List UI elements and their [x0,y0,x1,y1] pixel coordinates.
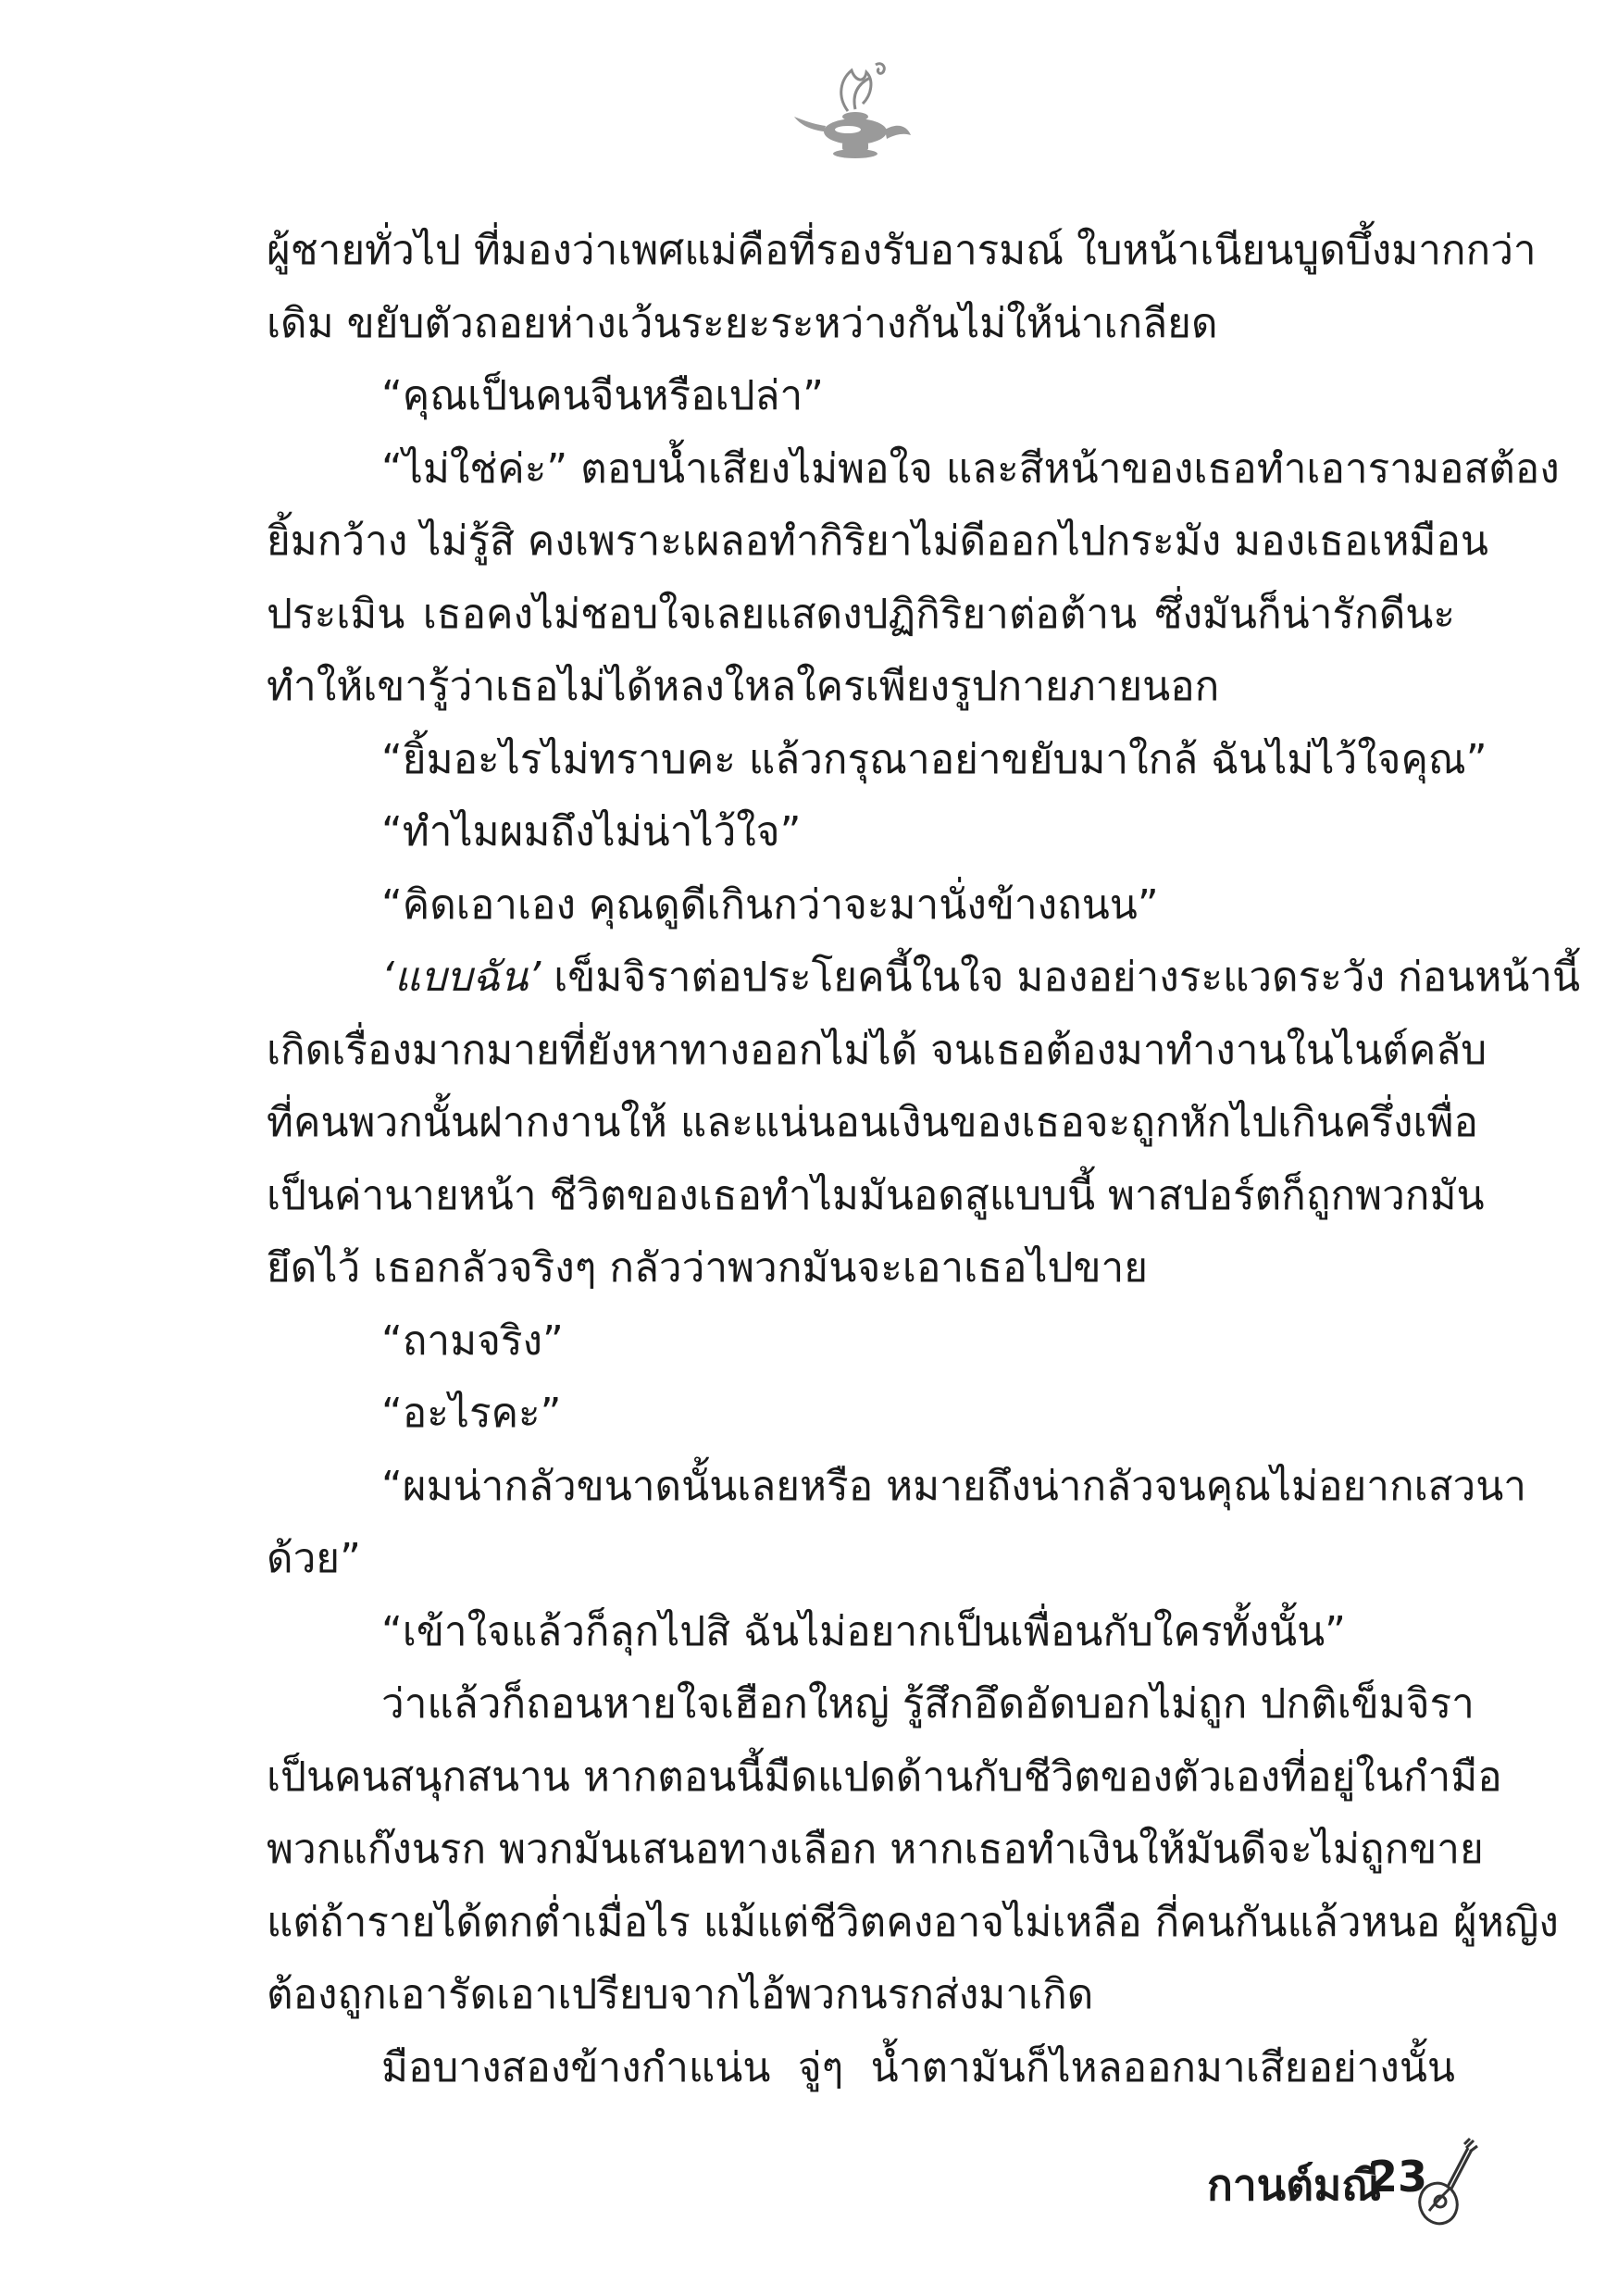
line-text: ผู้ชายทั่วไป ที่มองว่าเพศแม่คือที่รองรับอารมณ์ ใบหน้าเนียนบูดบึ้งมากกว่า [267,227,1537,274]
text-line [267,360,1455,433]
genie-lamp-icon [790,56,920,167]
text-line [267,1160,1485,1233]
line-text: ต้องถูกเอารัดเอาเปรียบจากไอ้พวกนรกส่งมาเกิด [267,1971,1094,2018]
text-line [267,1378,1455,1451]
page-footer [1203,2139,1481,2231]
text-line [267,2032,1455,2105]
line-text: แต่ถ้ารายได้ตกต่ำเมื่อไร แม้แต่ชีวิตคงอาจไม่เหลือ กี่คนกันแล้วหนอ ผู้หญิง [267,1898,1559,1946]
text-line [267,1451,1527,1524]
lute-icon [1414,2139,1479,2227]
text-line [267,869,1455,942]
line-text: เป็นค่านายหน้า ชีวิตของเธอทำไมมันอดสูแบบนี้ พาสปอร์ตก็ถูกพวกมัน [267,1171,1485,1219]
body-text [267,215,1581,2104]
text-line [267,1087,1478,1160]
line-text: พวกแก๊งนรก พวกมันเสนอทางเลือก หากเธอทำเงินให้มันดีจะไม่ถูกขาย [267,1826,1484,1873]
text-line [267,433,1560,506]
text-line [267,1305,1455,1379]
line-text: “ถามจริง” [381,1316,564,1365]
text-line [267,1015,1487,1088]
text-line [267,579,1455,652]
line-text: ยึดไว้ เธอกลัวจริงๆ กลัวว่าพวกมันจะเอาเธอไปขาย [267,1244,1149,1292]
text-line [267,724,1487,797]
line-text: ประเมิน เธอคงไม่ชอบใจเลยแสดงปฏิกิริยาต่อต้าน ซึ่งมันก็น่ารักดีนะ [267,590,1455,638]
line-text: เป็นคนสนุกสนาน หากตอนนี้มืดแปดด้านกับชีวิตของตัวเองที่อยู่ในกำมือ [267,1753,1502,1801]
line-text: “คุณเป็นคนจีนหรือเปล่า” [381,372,824,419]
line-text: ทำให้เขารู้ว่าเธอไม่ได้หลงใหลใครเพียงรูปกายภายนอก [267,663,1220,710]
text-line [267,942,1581,1015]
emphasized-phrase: ‘แบบฉัน’ [381,954,541,1001]
line-text: “ทำไมผมถึงไม่น่าไว้ใจ” [381,808,802,855]
line-text: ด้วย” [267,1535,361,1582]
line-text: “คิดเอาเอง คุณดูดีเกินกว่าจะมานั่งข้างถนน” [381,880,1159,929]
text-line [267,505,1488,579]
text-line [267,1232,1455,1305]
book-title: กานต์มณี [1207,2160,1381,2210]
line-text: “ยิ้มอะไรไม่ทราบคะ แล้วกรุณาอย่าขยับมาใกล้ ฉันไม่ไว้ใจคุณ” [381,735,1487,783]
line-text: “ไม่ใช่ค่ะ” ตอบน้ำเสียงไม่พอใจ และสีหน้าของเธอทำเอารามอสต้อง [381,444,1560,493]
text-line [267,1959,1455,2032]
line-text: ว่าแล้วก็ถอนหายใจเฮือกใหญ่ รู้สึกอึดอัดบอกไม่ถูก ปกติเข็มจิรา [381,1680,1475,1728]
text-line [267,796,1455,869]
page-number: 23 [1368,2152,1428,2202]
line-text: “เข้าใจแล้วก็ลุกไปสิ ฉันไม่อยากเป็นเพื่อนกับใครทั้งนั้น” [381,1607,1346,1655]
text-line [267,1668,1475,1741]
text-line [267,1814,1484,1887]
text-line [267,1523,1455,1596]
text-line [267,651,1455,724]
line-text: เดิม ขยับตัวถอยห่างเว้นระยะระหว่างกันไม่ให้น่าเกลียด [267,299,1218,347]
line-text: ที่คนพวกนั้นฝากงานให้ และแน่นอนเงินของเธอจะถูกหักไปเกินครึ่งเพื่อ [267,1099,1478,1146]
line-text: ยิ้มกว้าง ไม่รู้สิ คงเพราะเผลอทำกิริยาไม่ดีออกไปกระมัง มองเธอเหมือน [267,518,1488,565]
text-line [267,1596,1455,1669]
text-line [267,288,1455,361]
line-text: มือบางสองข้างกำแน่น จู่ๆ น้ำตามันก็ไหลออกมาเสียอย่างนั้น [381,2043,1455,2091]
line-text: “อะไรคะ” [381,1390,562,1437]
line-text: เข็มจิราต่อประโยคนี้ในใจ มองอย่างระแวดระวัง ก่อนหน้านี้ [541,954,1581,1001]
text-line [267,1741,1502,1815]
line-text: เกิดเรื่องมากมายที่ยังหาทางออกไม่ได้ จนเธอต้องมาทำงานในไนต์คลับ [267,1026,1487,1074]
line-text: “ผมน่ากลัวขนาดนั้นเลยหรือ หมายถึงน่ากลัวจนคุณไม่อยากเสวนา [381,1462,1527,1510]
text-line [267,215,1537,288]
text-line [267,1887,1559,1960]
